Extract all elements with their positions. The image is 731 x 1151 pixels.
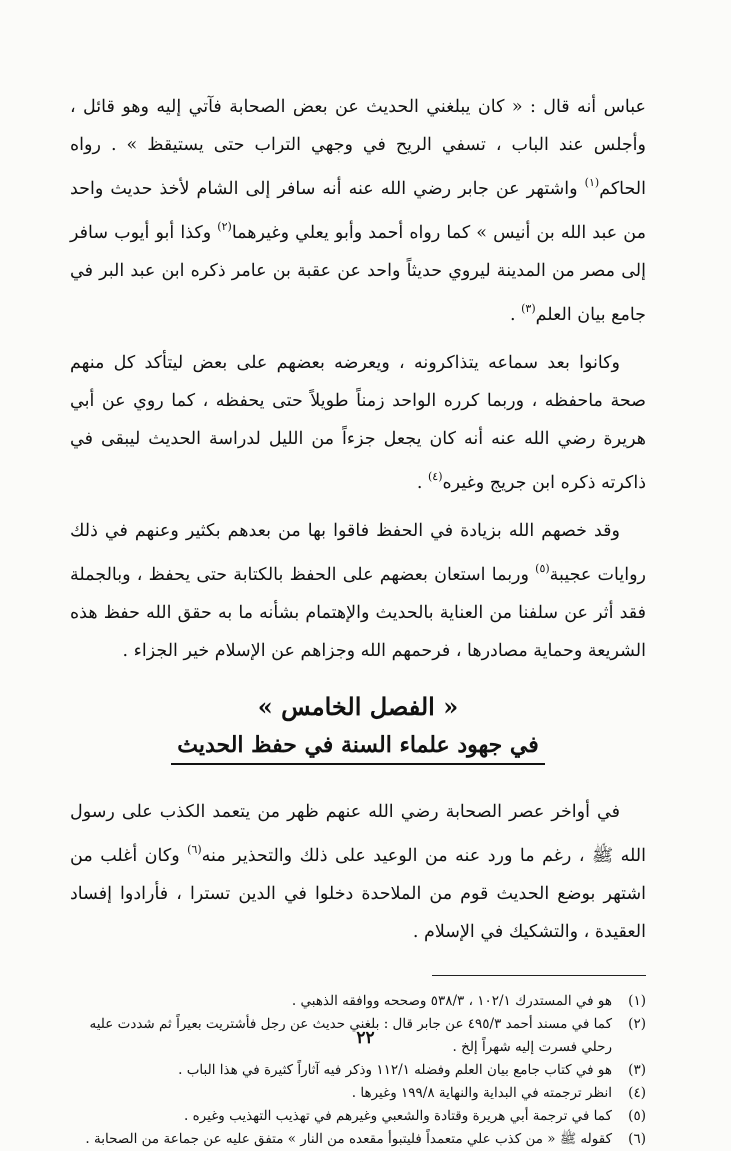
paragraph-2 [70,344,646,502]
footnote-ref[interactable]: (٥) [535,562,550,575]
chapter-title: « الفصل الخامس » [257,692,459,721]
footnote-ref[interactable]: (٢) [217,220,232,233]
footnote-number: (٢) [628,1016,646,1032]
footnote-ref[interactable]: (٦) [187,843,202,856]
paragraph-text: عباس أنه قال : « كان يبلغني الحديث عن بعض الصحابة فآتي إليه وهو قائل ، وأجلس عند الباب ، تسفي الريح في وجهي التراب حتى يستيقظ » . رواه الحاكم [70,97,646,199]
footnote-text: انظر ترجمته في البداية والنهاية ١٩٩/٨ وغيرها . [351,1085,612,1101]
footnote-number: (١) [628,993,646,1009]
section-title-wrap [70,730,646,765]
paragraph-text: وكذا أبو أيوب سافر إلى مصر من المدينة ليروي حديثاً واحد عن عقبة بن عامر ذكره ابن عبد البر في جامع بيان العلم [70,223,646,325]
paragraph-text: وكان أغلب من اشتهر بوضع الحديث قوم من الملاحدة دخلوا في الدين تسترا ، فأرادوا إفساد العقيدة ، والتشكيك في الإسلام . [70,846,646,942]
footnote [70,990,646,1013]
footnote [70,1128,646,1151]
footnote-text: هو في كتاب جامع بيان العلم وفضله ١١٢/١ وذكر فيه آثاراً كثيرة في هذا الباب . [178,1062,612,1078]
paragraph-text: في أواخر عصر الصحابة رضي الله عنهم ظهر من يتعمد الكذب على رسول الله ﷺ ، رغم ما ورد عنه من الوعيد على ذلك والتحذير منه [70,802,647,866]
paragraph-text: وكانوا بعد سماعه يتذاكرونه ، ويعرضه بعضهم على بعض ليتأكد كل منهم صحة ماحفظه ، وربما كرره الواحد زمناً طويلاً حتى يحفظه ، كما روي عن أبي هريرة رضي الله عنه أنه كان يجعل جزءاً من الليل لدراسة الحديث ليبقى في ذاكرته ذكره ابن جريج وغيره [70,353,646,493]
paragraph-1 [70,88,646,334]
page-body [70,88,646,1151]
footnote-ref[interactable]: (٤) [427,470,443,483]
paragraph-text: وقد خصهم الله بزيادة في الحفظ فاقوا بها من بعدهم بكثير وعنهم في ذلك روايات عجيبة [70,521,646,585]
footnote-text: كما في ترجمة أبي هريرة وقتادة والشعبي وغيرهم في تهذيب التهذيب وغيره . [184,1108,612,1124]
footnote-number: (٥) [628,1108,646,1124]
footnote [70,1082,646,1105]
paragraph-text: وربما استعان بعضهم على الحفظ بالكتابة حتى يحفظ ، وبالجملة فقد أثر عن سلفنا من العناية بالحديث والإهتمام بشأنه ما به حقق الله حفظ هذه الشريعة وحماية مصادرها ، فرحمهم الله وجزاهم عن الإسلام خير الجزاء . [70,565,646,661]
section-title: في جهود علماء السنة في حفظ الحديث [171,730,545,765]
footnote-number: (٦) [628,1131,646,1147]
footnote-text: هو في المستدرك ١٠٢/١ ، ٥٣٨/٣ وصححه ووافقه الذهبي . [291,993,612,1009]
page-number: ٢٢ [356,1028,375,1048]
footnote-number: (٣) [628,1062,646,1078]
paragraph-text: واشتهر عن جابر رضي الله عنه أنه سافر إلى الشام لأخذ حديث واحد من عبد الله بن أنيس » كما رواه أحمد وأبو يعلي وغيرهما [70,179,646,243]
footnote [70,1059,646,1082]
footnote-divider [432,975,646,976]
paragraph-text: . [416,473,428,493]
footnote [70,1105,646,1128]
section-paragraph [70,793,646,951]
footnote-text: كما في مسند أحمد ٤٩٥/٣ عن جابر قال : بلغني حديث عن رجل فأشتريت بعيراً ثم شددت عليه رحلي فسرت إليه شهراً إلخ . [89,1016,612,1055]
footnote-number: (٤) [628,1085,646,1101]
paragraph-text: . [509,305,522,325]
footnote-text: كقوله ﷺ « من كذب علي متعمداً فليتبوأ مقعده من النار » متفق عليه عن جماعة من الصحابة . [85,1131,612,1147]
footnote-ref[interactable]: (١) [584,176,600,189]
paragraph-3 [70,512,646,670]
footnotes [70,990,646,1151]
footnote-ref[interactable]: (٣) [521,302,536,315]
